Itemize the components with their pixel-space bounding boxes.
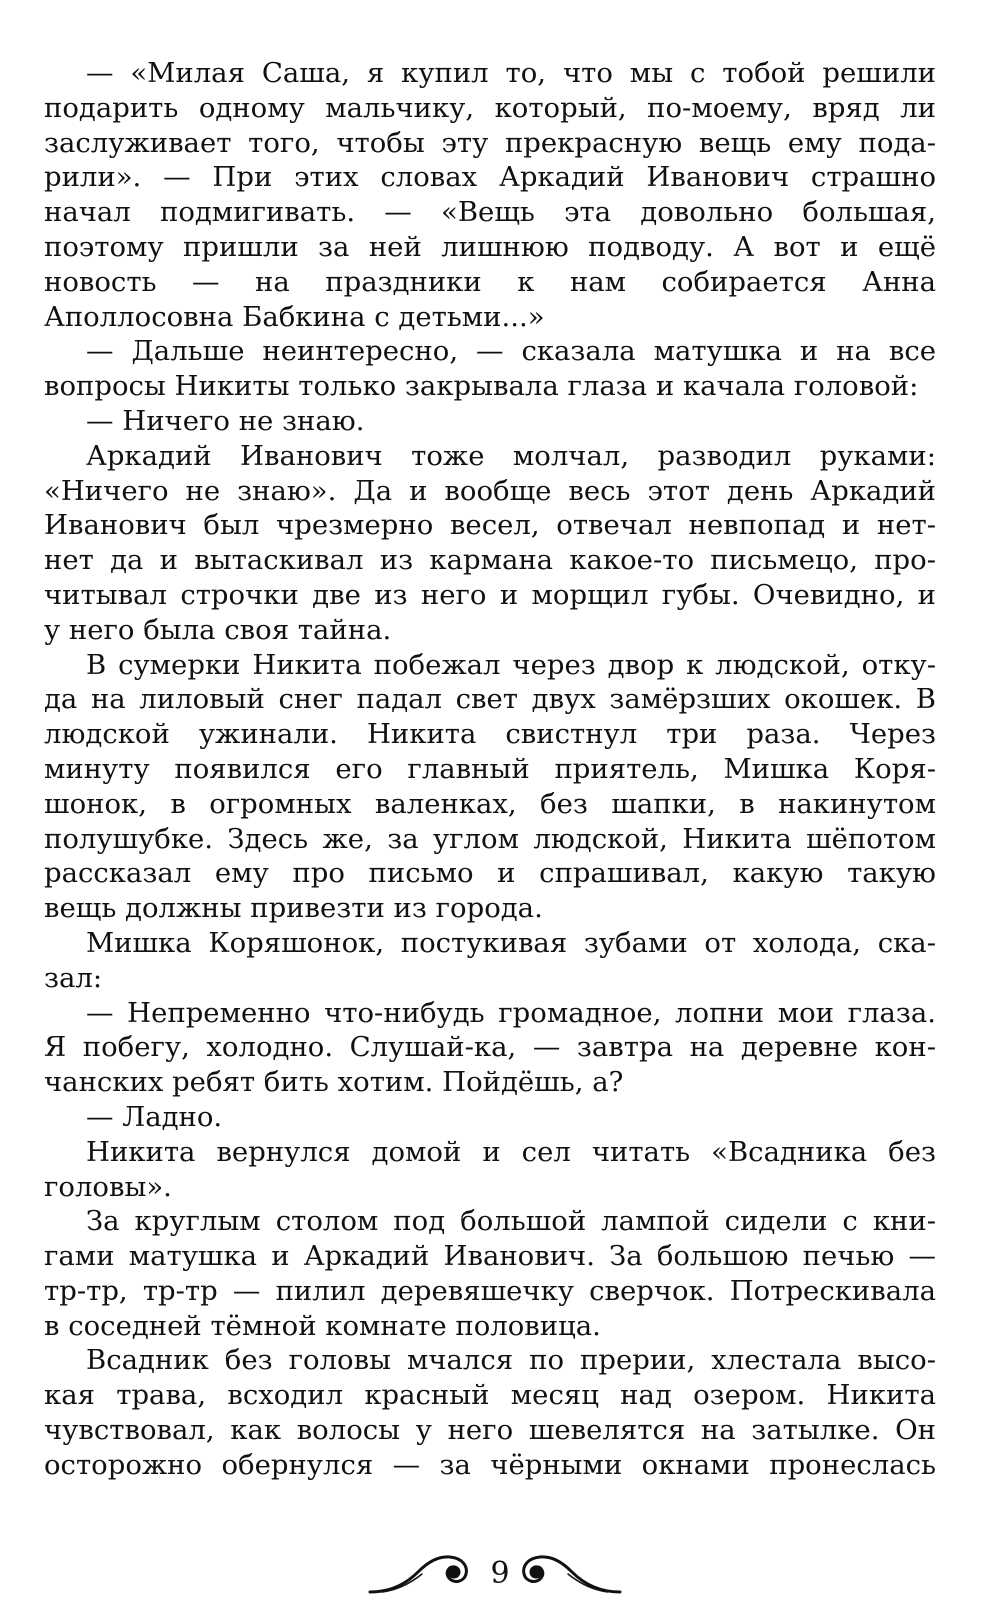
text-line: — «Милая Саша, я купил то, что мы с тобой решили: [86, 57, 936, 89]
text-line: чанских ребят бить хотим. Пойдёшь, а?: [44, 1066, 624, 1099]
text-line: В сумерки Никита побежал через двор к людской, отку-: [86, 648, 936, 681]
text-line: заслуживает того, чтобы эту прекрасную вещь ему пода-: [44, 126, 936, 159]
paragraph: [44, 1135, 936, 1205]
text-line: — Дальше неинтересно, — сказала матушка и на все: [86, 335, 936, 368]
text-line: За круглым столом под большой лампой сидели с кни-: [86, 1205, 936, 1238]
text-line: подарить одному мальчику, который, по-моему, вряд ли: [44, 91, 936, 124]
page-number: 9: [490, 1556, 510, 1591]
text-line: «Ничего не знаю». Да и вообще весь этот день Аркадий: [44, 474, 936, 507]
scroll-flourish-right-icon: [518, 1548, 622, 1598]
paragraph: [44, 926, 936, 996]
text-line: Аркадий Иванович тоже молчал, разводил руками:: [86, 439, 936, 472]
text-line: у него была своя тайна.: [44, 613, 392, 646]
text-line: шонок, в огромных валенках, без шапки, в накинутом: [44, 787, 936, 820]
paragraph: [44, 56, 936, 334]
paragraph: [44, 1100, 936, 1135]
paragraph: [44, 334, 936, 404]
text-line: Аполлосовна Бабкина с детьми...»: [44, 300, 545, 333]
text-line: людской ужинали. Никита свистнул три раза. Через: [44, 718, 936, 751]
scroll-flourish-left-icon: [368, 1548, 472, 1598]
text-line: чувствовал, как волосы у него шевелятся на затылке. Он: [44, 1414, 936, 1447]
text-line: нет да и вытаскивал из кармана какое-то письмецо, про-: [44, 544, 936, 577]
text-line: Всадник без головы мчался по прерии, хлестала высо-: [86, 1344, 936, 1377]
text-line: Я побегу, холодно. Слушай-ка, — завтра на деревне кон-: [44, 1031, 936, 1064]
text-line: — Непременно что-нибудь громадное, лопни мои глаза.: [86, 996, 936, 1029]
text-line: рассказал ему про письмо и спрашивал, какую такую: [44, 857, 936, 890]
text-line: вещь должны привезти из города.: [44, 892, 543, 925]
text-line: — Ладно.: [86, 1100, 223, 1133]
text-line: — Ничего не знаю.: [86, 404, 365, 437]
text-line: тр-тр, тр-тр — пилил деревяшечку сверчок. Потрескивала: [44, 1274, 936, 1307]
text-line: полушубке. Здесь же, за углом людской, Никита шёпотом: [44, 822, 936, 855]
page-footer: [0, 1548, 1000, 1604]
text-line: поэтому пришли за ней лишнюю подводу. А вот и ещё: [44, 230, 936, 263]
text-line: кая трава, всходил красный месяц над озером. Никита: [44, 1379, 936, 1412]
text-line: минуту появился его главный приятель, Мишка Коря-: [44, 752, 936, 785]
page-text: [44, 56, 936, 1483]
text-line: Иванович был чрезмерно весел, отвечал невпопад и нет-: [44, 509, 936, 542]
paragraph: [44, 1343, 936, 1482]
text-line: да на лиловый снег падал свет двух замёрзших окошек. В: [44, 683, 936, 716]
text-line: читывал строчки две из него и морщил губы. Очевидно, и: [44, 578, 936, 611]
paragraph: [44, 404, 936, 439]
paragraph: [44, 1204, 936, 1343]
text-line: в соседней тёмной комнате половица.: [44, 1309, 601, 1342]
text-line: Мишка Коряшонок, постукивая зубами от холода, ска-: [86, 926, 936, 959]
text-line: осторожно обернулся — за чёрными окнами пронеслась: [44, 1448, 936, 1481]
text-line: Никита вернулся домой и сел читать «Всадника без: [86, 1135, 936, 1168]
text-line: новость — на праздники к нам собирается Анна: [44, 265, 936, 298]
paragraph: [44, 648, 936, 926]
text-line: вопросы Никиты только закрывала глаза и качала головой:: [44, 370, 919, 403]
text-line: головы».: [44, 1170, 172, 1203]
paragraph: [44, 439, 936, 648]
text-line: рили». — При этих словах Аркадий Иванович страшно: [44, 161, 936, 194]
text-line: зал:: [44, 961, 103, 994]
paragraph: [44, 996, 936, 1100]
text-line: начал подмигивать. — «Вещь эта довольно большая,: [44, 196, 936, 229]
text-line: гами матушка и Аркадий Иванович. За большою печью —: [44, 1240, 936, 1273]
